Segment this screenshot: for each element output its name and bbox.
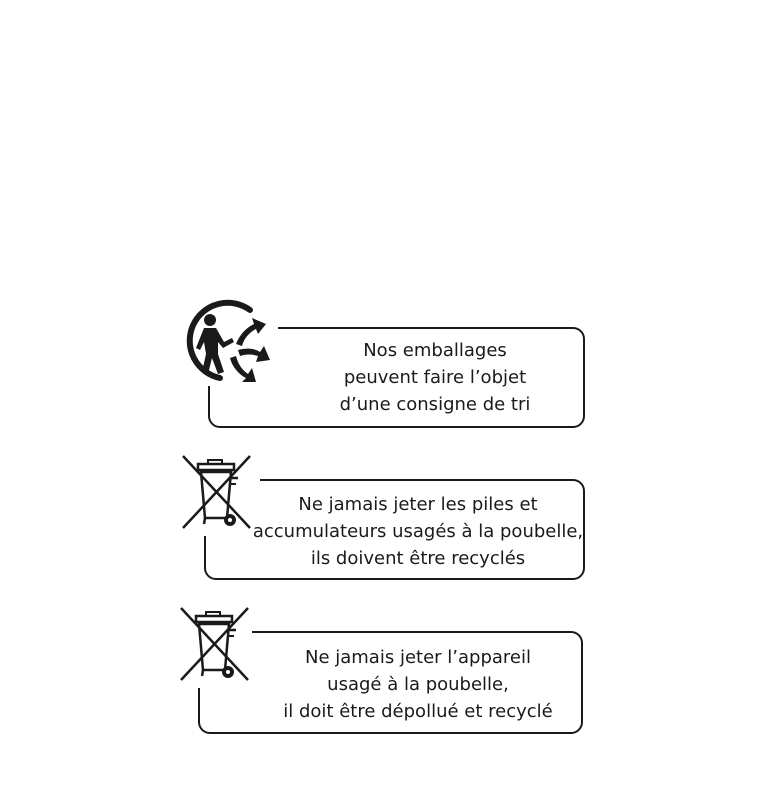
notice-line: accumulateurs usagés à la poubelle, bbox=[252, 521, 584, 542]
notice-line: usagé à la poubelle, bbox=[327, 674, 509, 695]
notice-text bbox=[252, 491, 584, 572]
notice-line: peuvent faire l’objet bbox=[343, 367, 527, 388]
triman-recycling-icon bbox=[180, 298, 272, 382]
crossed-out-wheelie-bin-icon bbox=[178, 454, 254, 530]
crossed-out-wheelie-bin-icon bbox=[176, 606, 252, 682]
notice-text bbox=[300, 337, 570, 418]
notice-line: Nos emballages bbox=[363, 340, 507, 361]
notice-line: d’une consigne de tri bbox=[339, 394, 531, 415]
notice-text bbox=[262, 644, 574, 725]
notice-line: ils doivent être recyclés bbox=[310, 548, 526, 569]
notice-line: Ne jamais jeter les piles et bbox=[298, 494, 538, 515]
notice-line: Ne jamais jeter l’appareil bbox=[304, 647, 531, 668]
notice-line: il doit être dépollué et recyclé bbox=[283, 701, 553, 722]
